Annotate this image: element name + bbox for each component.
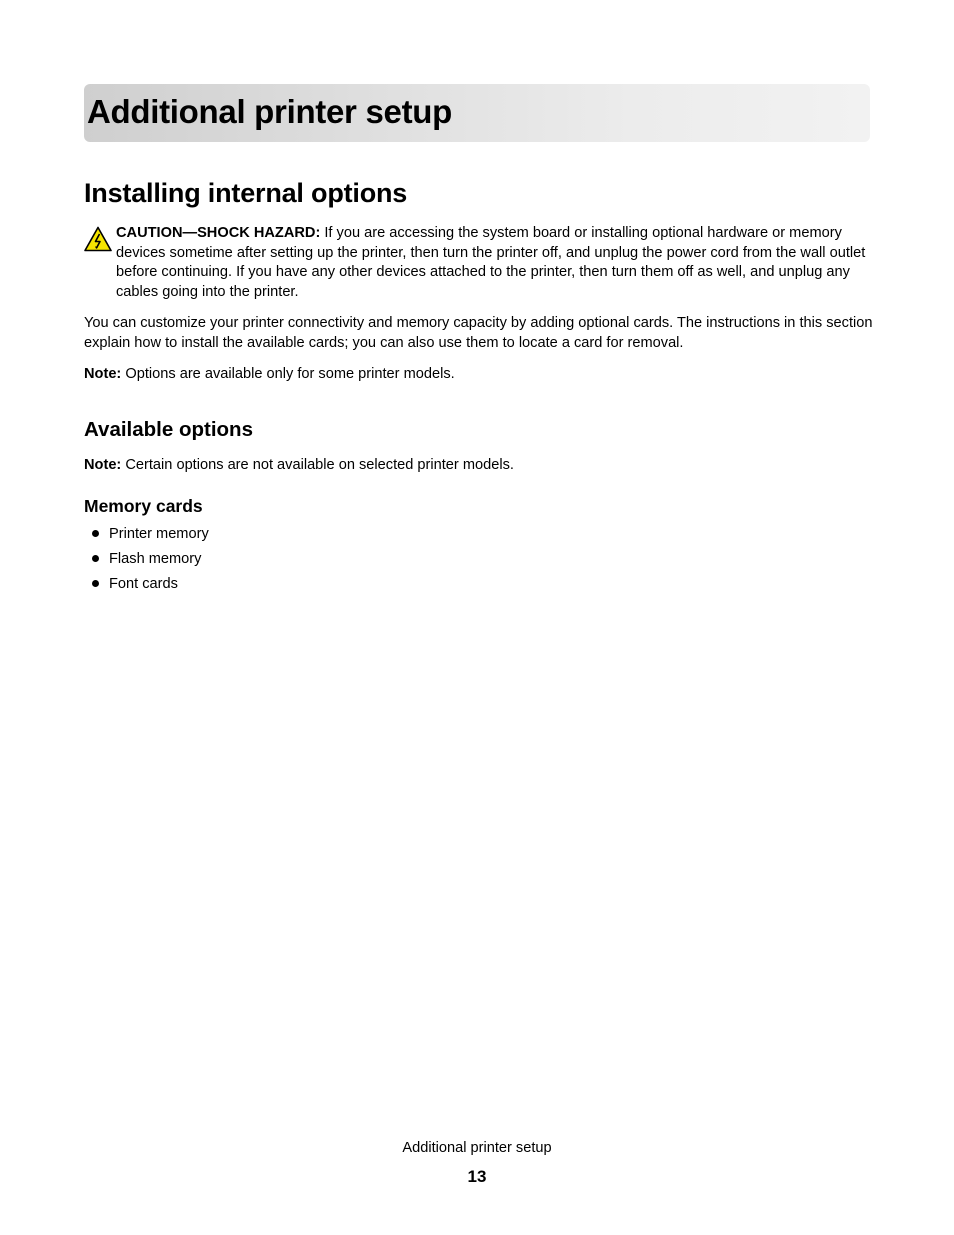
section-heading: Installing internal options: [84, 178, 408, 208]
caution-text: [116, 224, 876, 303]
list-item-text: Printer memory: [109, 526, 209, 542]
bullet-icon: [92, 580, 99, 587]
section-note: [84, 365, 874, 385]
note-label: Note:: [84, 366, 122, 382]
chapter-banner: [84, 84, 870, 142]
intro-paragraph: You can customize your printer connectivity and memory capacity by adding optional cards. The instructions in this section explain how to install the available cards; you can also use them to locate a card for removal.: [84, 315, 873, 351]
list-item-text: Flash memory: [109, 551, 202, 567]
note-text: Certain options are not available on selected printer models.: [121, 457, 514, 473]
subsection-note: [84, 456, 874, 476]
chapter-title: Additional printer setup: [87, 93, 452, 130]
group-heading: Memory cards: [84, 496, 203, 516]
bullet-icon: [92, 555, 99, 562]
page-number: 13: [467, 1167, 487, 1186]
subsection-heading: Available options: [84, 418, 253, 441]
note-label: Note:: [84, 457, 122, 473]
caution-body: If you are accessing the system board or installing optional hardware or memory devices sometime after setting up the printer, then turn the printer off, and unplug the power cord from the wall outlet before continuing. If you have any other devices attached to the printer, then turn them off as well, and unplug any cables going into the printer.: [116, 225, 866, 301]
shock-hazard-warning-icon: [84, 226, 112, 252]
caution-label: CAUTION—SHOCK HAZARD:: [116, 225, 321, 241]
note-text: Options are available only for some printer models.: [121, 366, 455, 382]
footer-chapter-title: Additional printer setup: [402, 1140, 552, 1156]
bullet-icon: [92, 530, 99, 537]
list-item-text: Font cards: [109, 576, 178, 592]
